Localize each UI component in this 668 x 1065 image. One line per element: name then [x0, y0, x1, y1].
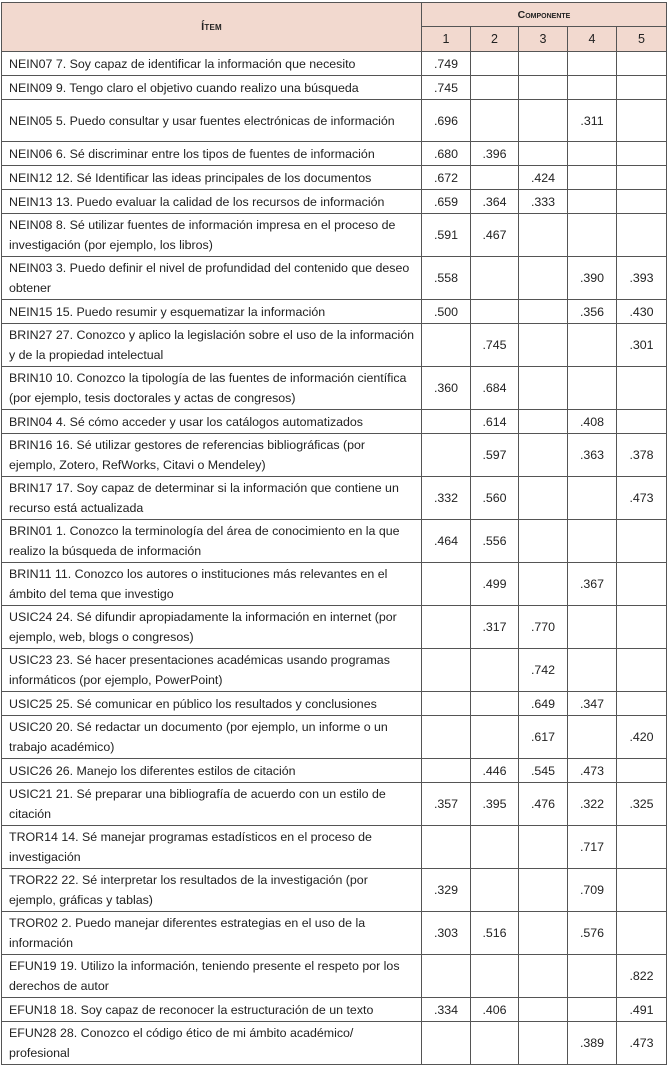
- item-cell: TROR14 14. Sé manejar programas estadísticos en el proceso de investigación: [2, 826, 422, 869]
- loading-cell-component-1: [422, 563, 471, 606]
- table-row: [2, 826, 667, 869]
- loading-cell-component-1: .680: [422, 142, 471, 166]
- loading-cell-component-5: .393: [617, 257, 667, 300]
- item-cell: USIC25 25. Sé comunicar en público los resultados y conclusiones: [2, 692, 422, 716]
- loading-cell-component-5: [617, 692, 667, 716]
- loading-cell-component-5: [617, 759, 667, 783]
- item-cell: USIC26 26. Manejo los diferentes estilos de citación: [2, 759, 422, 783]
- component-header-label: Componente: [517, 8, 571, 21]
- table-row: [2, 324, 667, 367]
- loading-cell-component-2: .614: [471, 410, 519, 434]
- table-row: [2, 1022, 667, 1065]
- item-cell: NEIN06 6. Sé discriminar entre los tipos de fuentes de información: [2, 142, 422, 166]
- item-cell: BRIN11 11. Conozco los autores o instituciones más relevantes en el ámbito del tema que investigo: [2, 563, 422, 606]
- item-cell: NEIN07 7. Soy capaz de identificar la información que necesito: [2, 52, 422, 76]
- loading-cell-component-5: [617, 912, 667, 955]
- loading-cell-component-1: .334: [422, 998, 471, 1022]
- loading-cell-component-5: [617, 367, 667, 410]
- loading-cell-component-1: .659: [422, 190, 471, 214]
- item-cell: BRIN17 17. Soy capaz de determinar si la información que contiene un recurso está actualizada: [2, 477, 422, 520]
- loading-cell-component-1: [422, 955, 471, 998]
- table-row: [2, 783, 667, 826]
- component-header: [422, 3, 667, 27]
- loading-cell-component-5: .325: [617, 783, 667, 826]
- loading-cell-component-2: [471, 869, 519, 912]
- loading-cell-component-5: [617, 52, 667, 76]
- table-row: [2, 649, 667, 692]
- loading-cell-component-3: [519, 100, 568, 142]
- loading-cell-component-2: [471, 955, 519, 998]
- loading-cell-component-3: [519, 826, 568, 869]
- loading-cell-component-4: .473: [568, 759, 617, 783]
- loading-cell-component-5: .420: [617, 716, 667, 759]
- loading-cell-component-3: .333: [519, 190, 568, 214]
- item-cell: EFUN28 28. Conozco el código ético de mi ámbito académico/ profesional: [2, 1022, 422, 1065]
- loading-cell-component-4: .322: [568, 783, 617, 826]
- table-row: [2, 716, 667, 759]
- item-cell: NEIN03 3. Puedo definir el nivel de profundidad del contenido que deseo obtener: [2, 257, 422, 300]
- item-cell: TROR02 2. Puedo manejar diferentes estrategias en el uso de la información: [2, 912, 422, 955]
- loading-cell-component-4: [568, 520, 617, 563]
- loading-cell-component-3: .617: [519, 716, 568, 759]
- item-cell: USIC21 21. Sé preparar una bibliografía de acuerdo con un estilo de citación: [2, 783, 422, 826]
- item-header-label: Ítem: [201, 21, 222, 33]
- table-row: [2, 190, 667, 214]
- loading-cell-component-3: [519, 998, 568, 1022]
- table-row: [2, 912, 667, 955]
- loading-cell-component-4: .367: [568, 563, 617, 606]
- loading-cell-component-4: [568, 190, 617, 214]
- item-cell: BRIN16 16. Sé utilizar gestores de referencias bibliográficas (por ejemplo, Zotero, RefWorks, Citavi o Mendeley): [2, 434, 422, 477]
- loading-cell-component-2: .516: [471, 912, 519, 955]
- loading-cell-component-2: [471, 692, 519, 716]
- component-number-1: 1: [422, 27, 471, 52]
- loading-cell-component-4: .709: [568, 869, 617, 912]
- loading-cell-component-2: .684: [471, 367, 519, 410]
- loading-cell-component-3: .649: [519, 692, 568, 716]
- loading-cell-component-3: [519, 367, 568, 410]
- loading-cell-component-1: .558: [422, 257, 471, 300]
- item-cell: BRIN10 10. Conozco la tipología de las fuentes de información científica (por ejemplo, tesis doctorales y actas de congresos): [2, 367, 422, 410]
- loading-cell-component-3: .476: [519, 783, 568, 826]
- table-row: [2, 52, 667, 76]
- loading-cell-component-2: .395: [471, 783, 519, 826]
- table-row: [2, 869, 667, 912]
- table-row: [2, 300, 667, 324]
- loading-cell-component-5: [617, 166, 667, 190]
- loading-cell-component-5: [617, 869, 667, 912]
- loading-cell-component-3: [519, 955, 568, 998]
- loading-cell-component-3: [519, 434, 568, 477]
- loading-cell-component-5: .378: [617, 434, 667, 477]
- loading-cell-component-1: .749: [422, 52, 471, 76]
- loading-cell-component-1: [422, 759, 471, 783]
- loading-cell-component-3: [519, 300, 568, 324]
- table-row: [2, 142, 667, 166]
- loading-cell-component-3: [519, 142, 568, 166]
- loading-cell-component-2: .560: [471, 477, 519, 520]
- loading-cell-component-1: [422, 692, 471, 716]
- loading-cell-component-4: .363: [568, 434, 617, 477]
- item-cell: USIC20 20. Sé redactar un documento (por ejemplo, un informe o un trabajo académico): [2, 716, 422, 759]
- item-cell: NEIN08 8. Sé utilizar fuentes de información impresa en el proceso de investigación (por ejemplo, los libros): [2, 214, 422, 257]
- loading-cell-component-3: [519, 324, 568, 367]
- loading-cell-component-2: [471, 716, 519, 759]
- loading-cell-component-4: [568, 214, 617, 257]
- loading-cell-component-1: .464: [422, 520, 471, 563]
- loading-cell-component-3: [519, 52, 568, 76]
- loading-cell-component-4: [568, 955, 617, 998]
- loading-cell-component-2: .364: [471, 190, 519, 214]
- table-row: [2, 100, 667, 142]
- loading-cell-component-2: .317: [471, 606, 519, 649]
- loading-cell-component-4: .389: [568, 1022, 617, 1065]
- loading-cell-component-4: [568, 76, 617, 100]
- table-row: [2, 998, 667, 1022]
- loading-cell-component-1: [422, 716, 471, 759]
- table-row: [2, 367, 667, 410]
- loading-cell-component-5: .473: [617, 477, 667, 520]
- loading-cell-component-2: [471, 76, 519, 100]
- loading-cell-component-2: [471, 52, 519, 76]
- loading-cell-component-3: .770: [519, 606, 568, 649]
- loading-cell-component-5: [617, 520, 667, 563]
- table-row: [2, 563, 667, 606]
- loading-cell-component-4: [568, 998, 617, 1022]
- loading-cell-component-4: [568, 52, 617, 76]
- component-number-2: 2: [471, 27, 519, 52]
- loading-cell-component-1: .329: [422, 869, 471, 912]
- loading-cell-component-3: [519, 520, 568, 563]
- loading-cell-component-1: .500: [422, 300, 471, 324]
- loading-cell-component-4: .408: [568, 410, 617, 434]
- loading-cell-component-3: [519, 869, 568, 912]
- loading-cell-component-2: [471, 1022, 519, 1065]
- loading-cell-component-5: [617, 214, 667, 257]
- item-cell: USIC23 23. Sé hacer presentaciones académicas usando programas informáticos (por ejemplo, PowerPoint): [2, 649, 422, 692]
- loading-cell-component-2: [471, 257, 519, 300]
- table-row: [2, 606, 667, 649]
- loading-cell-component-2: .406: [471, 998, 519, 1022]
- loading-cell-component-4: [568, 606, 617, 649]
- loading-cell-component-2: .556: [471, 520, 519, 563]
- item-cell: BRIN01 1. Conozco la terminología del área de conocimiento en la que realizo la búsqueda de información: [2, 520, 422, 563]
- loading-cell-component-1: .303: [422, 912, 471, 955]
- loading-cell-component-4: .390: [568, 257, 617, 300]
- loading-cell-component-3: .545: [519, 759, 568, 783]
- item-cell: NEIN09 9. Tengo claro el objetivo cuando realizo una búsqueda: [2, 76, 422, 100]
- loading-cell-component-3: [519, 912, 568, 955]
- loading-cell-component-5: [617, 649, 667, 692]
- loading-cell-component-1: [422, 1022, 471, 1065]
- loading-cell-component-3: [519, 563, 568, 606]
- table-row: [2, 410, 667, 434]
- loading-cell-component-1: .672: [422, 166, 471, 190]
- loading-cell-component-2: [471, 100, 519, 142]
- item-column-header: [2, 3, 422, 52]
- table-row: [2, 76, 667, 100]
- table-row: [2, 477, 667, 520]
- table-row: [2, 759, 667, 783]
- loading-cell-component-1: [422, 410, 471, 434]
- loading-cell-component-4: [568, 324, 617, 367]
- loading-cell-component-4: [568, 649, 617, 692]
- loading-cell-component-5: .301: [617, 324, 667, 367]
- loading-cell-component-1: [422, 826, 471, 869]
- table-row: [2, 257, 667, 300]
- loading-cell-component-3: [519, 410, 568, 434]
- loading-cell-component-1: [422, 606, 471, 649]
- loading-cell-component-2: .745: [471, 324, 519, 367]
- item-cell: NEIN13 13. Puedo evaluar la calidad de los recursos de información: [2, 190, 422, 214]
- loading-cell-component-4: .717: [568, 826, 617, 869]
- loading-cell-component-5: [617, 190, 667, 214]
- loading-cell-component-4: [568, 477, 617, 520]
- item-cell: USIC24 24. Sé difundir apropiadamente la información en internet (por ejemplo, web, blogs o congresos): [2, 606, 422, 649]
- loading-cell-component-4: [568, 142, 617, 166]
- table-header: [2, 3, 667, 52]
- table-row: [2, 520, 667, 563]
- factor-loadings-table: [1, 2, 667, 1065]
- item-cell: BRIN27 27. Conozco y aplico la legislación sobre el uso de la información y de la propiedad intelectual: [2, 324, 422, 367]
- loading-cell-component-3: [519, 257, 568, 300]
- component-number-4: 4: [568, 27, 617, 52]
- component-number-5: 5: [617, 27, 667, 52]
- loading-cell-component-5: [617, 563, 667, 606]
- loading-cell-component-2: [471, 826, 519, 869]
- item-cell: TROR22 22. Sé interpretar los resultados de la investigación (por ejemplo, gráficas y tablas): [2, 869, 422, 912]
- loading-cell-component-3: [519, 477, 568, 520]
- loading-cell-component-5: [617, 826, 667, 869]
- item-cell: EFUN18 18. Soy capaz de reconocer la estructuración de un texto: [2, 998, 422, 1022]
- loading-cell-component-4: [568, 166, 617, 190]
- loading-cell-component-2: .467: [471, 214, 519, 257]
- loading-cell-component-1: .360: [422, 367, 471, 410]
- component-number-3: 3: [519, 27, 568, 52]
- loading-cell-component-2: .446: [471, 759, 519, 783]
- table-row: [2, 434, 667, 477]
- loading-cell-component-1: [422, 434, 471, 477]
- loading-cell-component-5: [617, 142, 667, 166]
- loading-cell-component-4: .576: [568, 912, 617, 955]
- loading-cell-component-3: [519, 214, 568, 257]
- loading-cell-component-4: [568, 716, 617, 759]
- loading-cell-component-3: .742: [519, 649, 568, 692]
- loading-cell-component-2: .396: [471, 142, 519, 166]
- table-row: [2, 166, 667, 190]
- loading-cell-component-1: .332: [422, 477, 471, 520]
- item-cell: NEIN12 12. Sé Identificar las ideas principales de los documentos: [2, 166, 422, 190]
- item-cell: BRIN04 4. Sé cómo acceder y usar los catálogos automatizados: [2, 410, 422, 434]
- loading-cell-component-5: [617, 100, 667, 142]
- loading-cell-component-2: [471, 300, 519, 324]
- loading-cell-component-2: [471, 166, 519, 190]
- loading-cell-component-2: [471, 649, 519, 692]
- loading-cell-component-4: .311: [568, 100, 617, 142]
- loading-cell-component-5: .473: [617, 1022, 667, 1065]
- loading-cell-component-3: [519, 76, 568, 100]
- item-cell: NEIN05 5. Puedo consultar y usar fuentes electrónicas de información: [2, 100, 422, 142]
- loading-cell-component-1: .696: [422, 100, 471, 142]
- item-cell: NEIN15 15. Puedo resumir y esquematizar la información: [2, 300, 422, 324]
- loading-cell-component-3: [519, 1022, 568, 1065]
- loading-cell-component-5: [617, 76, 667, 100]
- loading-cell-component-5: .822: [617, 955, 667, 998]
- loading-cell-component-2: .597: [471, 434, 519, 477]
- table-body: [2, 52, 667, 1065]
- loading-cell-component-4: .356: [568, 300, 617, 324]
- loading-cell-component-5: [617, 410, 667, 434]
- loading-cell-component-5: [617, 606, 667, 649]
- table-row: [2, 955, 667, 998]
- loading-cell-component-1: .591: [422, 214, 471, 257]
- loading-cell-component-1: .745: [422, 76, 471, 100]
- loading-cell-component-4: [568, 367, 617, 410]
- loading-cell-component-1: [422, 324, 471, 367]
- loading-cell-component-2: .499: [471, 563, 519, 606]
- table-row: [2, 214, 667, 257]
- table-row: [2, 692, 667, 716]
- loading-cell-component-1: [422, 649, 471, 692]
- item-cell: EFUN19 19. Utilizo la información, teniendo presente el respeto por los derechos de autor: [2, 955, 422, 998]
- loading-cell-component-1: .357: [422, 783, 471, 826]
- loading-cell-component-3: .424: [519, 166, 568, 190]
- loading-cell-component-4: .347: [568, 692, 617, 716]
- loading-cell-component-5: .491: [617, 998, 667, 1022]
- loading-cell-component-5: .430: [617, 300, 667, 324]
